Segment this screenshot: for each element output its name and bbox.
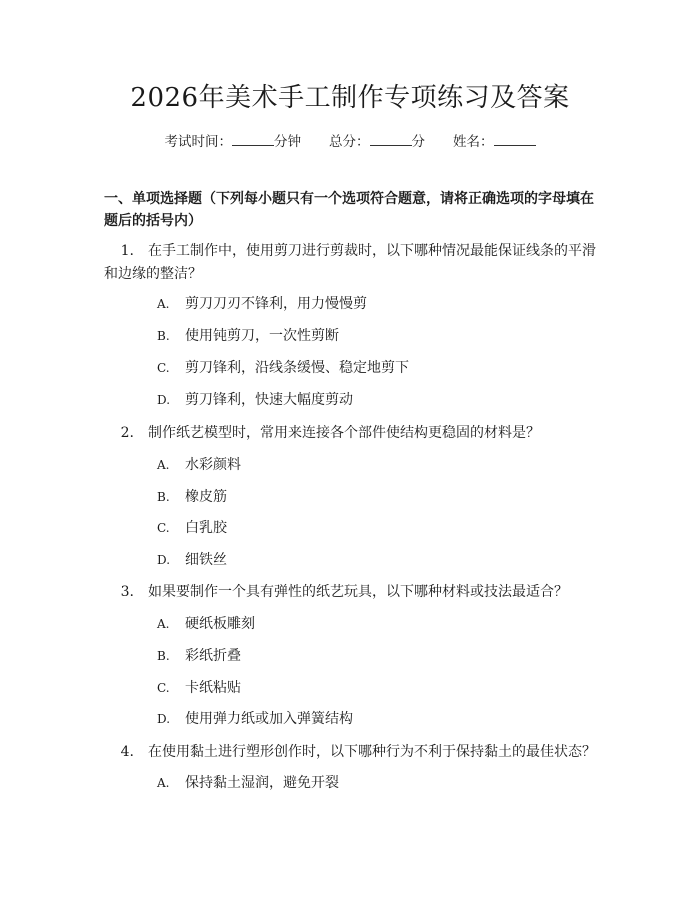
- name-label: 姓名：: [453, 134, 494, 150]
- option-text: 使用钝剪刀，一次性剪断: [185, 328, 339, 344]
- option-4a: [157, 773, 577, 793]
- option-3a: [157, 614, 577, 634]
- section-heading: 一、单项选择题（下列每小题只有一个选项符合题意，请将正确选项的字母填在题后的括号内）: [104, 191, 594, 229]
- option-letter: D.: [157, 712, 171, 726]
- question-2: [104, 422, 600, 445]
- option-3c: [157, 678, 577, 698]
- option-1b: [157, 326, 577, 346]
- score-label: 总分：: [329, 134, 370, 150]
- option-text: 细铁丝: [185, 552, 227, 568]
- option-text: 剪刀刀刃不锋利，用力慢慢剪: [185, 296, 367, 312]
- option-letter: B.: [157, 649, 170, 663]
- option-1d: [157, 390, 577, 410]
- option-2a: [157, 455, 577, 475]
- option-1a: [157, 294, 577, 314]
- question-3: [104, 581, 600, 604]
- page-title: 2026年美术手工制作专项练习及答案: [130, 83, 570, 113]
- time-label: 考试时间：: [164, 134, 232, 150]
- question-text: 制作纸艺模型时，常用来连接各个部件使结构更稳固的材料是？: [148, 425, 540, 441]
- option-letter: D.: [157, 393, 171, 407]
- option-text: 硬纸板雕刻: [185, 616, 255, 632]
- option-text: 彩纸折叠: [185, 648, 241, 664]
- option-text: 水彩颜料: [185, 457, 241, 473]
- option-letter: A.: [157, 458, 170, 472]
- option-letter: A.: [157, 297, 170, 311]
- option-text: 保持黏土湿润，避免开裂: [185, 775, 339, 791]
- option-letter: C.: [157, 521, 170, 535]
- option-2b: [157, 487, 577, 507]
- question-text: 在使用黏土进行塑形创作时，以下哪种行为不利于保持黏土的最佳状态？: [148, 744, 596, 760]
- score-blank: [370, 131, 412, 146]
- question-number: 2.: [120, 425, 134, 441]
- option-2c: [157, 518, 577, 538]
- question-text: 在手工制作中，使用剪刀进行剪裁时，以下哪种情况最能保证线条的平滑和边缘的整洁？: [104, 243, 596, 282]
- option-letter: D.: [157, 553, 171, 567]
- option-letter: C.: [157, 681, 170, 695]
- name-blank: [494, 131, 536, 146]
- question-1: [104, 240, 600, 286]
- exam-meta-line: [0, 131, 700, 152]
- option-letter: A.: [157, 617, 170, 631]
- option-text: 剪刀锋利，沿线条缓慢、稳定地剪下: [185, 360, 409, 376]
- time-unit: 分钟: [274, 134, 301, 150]
- question-4: [104, 741, 600, 764]
- option-text: 白乳胶: [185, 520, 227, 536]
- question-text: 如果要制作一个具有弹性的纸艺玩具，以下哪种材料或技法最适合？: [148, 584, 568, 600]
- question-number: 4.: [120, 744, 134, 760]
- option-letter: B.: [157, 490, 170, 504]
- option-text: 使用弹力纸或加入弹簧结构: [185, 711, 353, 727]
- option-3b: [157, 646, 577, 666]
- question-number: 1.: [120, 243, 134, 259]
- option-letter: A.: [157, 776, 170, 790]
- option-1c: [157, 358, 577, 378]
- option-2d: [157, 550, 577, 570]
- option-letter: B.: [157, 329, 170, 343]
- score-unit: 分: [411, 134, 425, 150]
- option-text: 剪刀锋利，快速大幅度剪动: [185, 392, 353, 408]
- time-blank: [232, 131, 274, 146]
- question-number: 3.: [120, 584, 134, 600]
- option-text: 卡纸粘贴: [185, 680, 241, 696]
- option-3d: [157, 709, 577, 729]
- option-letter: C.: [157, 361, 170, 375]
- option-text: 橡皮筋: [185, 489, 227, 505]
